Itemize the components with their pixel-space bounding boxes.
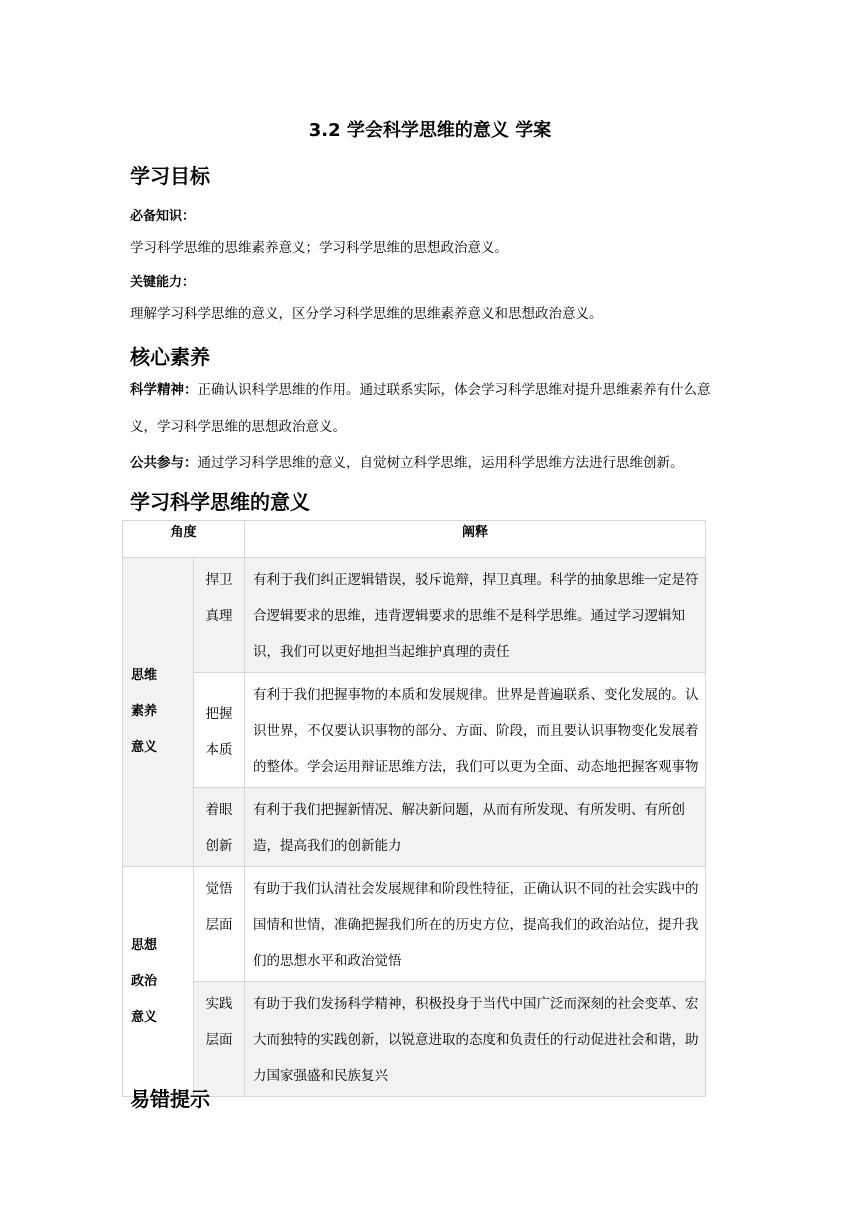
sub-name-line: 把握 (205, 706, 233, 722)
sub-name-line: 创新 (205, 838, 233, 854)
explain-awareness-level: 有助于我们认清社会发展规律和阶段性特征，正确认识不同的社会实践中的国情和世情，准确把握我们所在的历史方位，提高我们的政治站位，提升我们的思想水平和政治觉悟 (245, 867, 706, 982)
sub-name-line: 真理 (205, 608, 233, 624)
public-participation-text: 通过学习科学思维的意义，自觉树立科学思维，运用科学思维方法进行思维创新。 (197, 455, 684, 471)
meaning-table (122, 520, 706, 1097)
table-row (123, 558, 706, 673)
table-row (123, 982, 706, 1097)
public-participation-label: 公共参与： (130, 455, 198, 471)
explain-grasp-essence: 有利于我们把握事物的本质和发展规律。世界是普遍联系、变化发展的。认识世界，不仅要认识事物的部分、方面、阶段，而且要认识事物变化发展着的整体。学会运用辩证思维方法，我们可以更为全面、动态地把握客观事物 (245, 673, 706, 788)
page-title: 3.2 学会科学思维的意义 学案 (308, 120, 552, 141)
group-name-line: 思想 (131, 937, 158, 953)
table-row (123, 788, 706, 867)
sub-name-line: 实践 (205, 996, 233, 1012)
group-name-line: 政治 (131, 973, 158, 989)
science-spirit-text: 正确认识科学思维的作用。通过联系实际，体会学习科学思维对提升思维素养有什么意义，学习科学思维的思想政治意义。 (130, 382, 711, 435)
group-ideological-political (123, 867, 194, 1097)
sub-defend-truth (194, 558, 245, 673)
sub-awareness-level (194, 867, 245, 982)
sub-name-line: 本质 (205, 742, 233, 758)
required-knowledge-label: 必备知识： (130, 209, 196, 224)
sub-focus-innovation (194, 788, 245, 867)
sub-name-line: 着眼 (205, 802, 233, 818)
public-participation-paragraph (130, 451, 684, 471)
explain-defend-truth: 有利于我们纠正逻辑错误，驳斥诡辩，捍卫真理。科学的抽象思维一定是符合逻辑要求的思维，违背逻辑要求的思维不是科学思维。通过学习逻辑知识，我们可以更好地担当起维护真理的责任 (245, 558, 706, 673)
core-literacy-heading: 核心素养 (130, 345, 210, 369)
science-spirit-label: 科学精神： (130, 382, 198, 398)
sub-name-line: 层面 (205, 1032, 233, 1048)
group-name-line: 思维 (131, 668, 158, 683)
error-tips-heading: 易错提示 (130, 1087, 210, 1111)
header-explain: 阐释 (245, 521, 706, 558)
header-angle: 角度 (123, 521, 245, 558)
learning-goals-heading: 学习目标 (130, 164, 210, 188)
required-knowledge-text: 学习科学思维的思维素养意义；学习科学思维的思想政治意义。 (130, 240, 508, 256)
sub-name-line: 层面 (205, 917, 233, 933)
sub-grasp-essence (194, 673, 245, 788)
meaning-heading: 学习科学思维的意义 (130, 490, 310, 514)
science-spirit-paragraph (130, 372, 735, 446)
table-header-row (123, 521, 706, 558)
key-ability-label: 关键能力： (130, 275, 196, 290)
sub-name-line: 捍卫 (205, 572, 233, 588)
group-name-line: 意义 (131, 1009, 158, 1025)
table-row (123, 867, 706, 982)
explain-focus-innovation: 有利于我们把握新情况、解决新问题，从而有所发现、有所发明、有所创造，提高我们的创新能力 (245, 788, 706, 867)
key-ability-text: 理解学习科学思维的意义，区分学习科学思维的思维素养意义和思想政治意义。 (130, 306, 603, 322)
sub-name-line: 觉悟 (205, 881, 233, 897)
group-name-line: 意义 (131, 740, 158, 755)
explain-practice-level: 有助于我们发扬科学精神，积极投身于当代中国广泛而深刻的社会变革、宏大而独特的实践创新，以锐意进取的态度和负责任的行动促进社会和谐，助力国家强盛和民族复兴 (245, 982, 706, 1097)
sub-practice-level (194, 982, 245, 1097)
group-name-line: 素养 (131, 704, 158, 719)
group-thinking-literacy (123, 558, 194, 867)
table-row (123, 673, 706, 788)
